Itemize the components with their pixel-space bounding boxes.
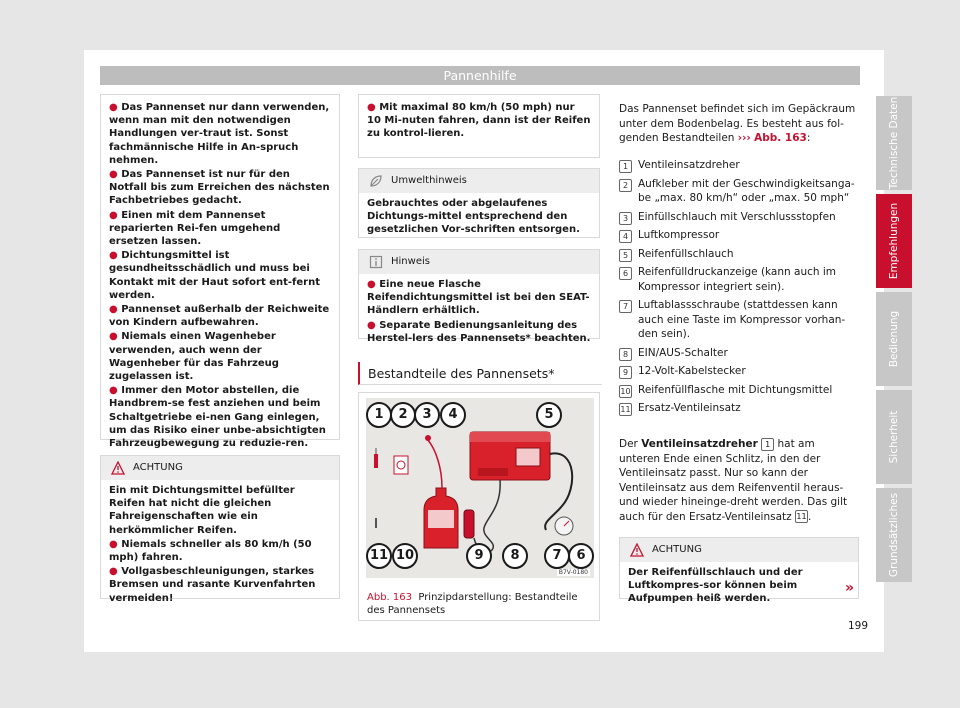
item-number: 3 <box>619 212 632 225</box>
components-intro: Das Pannenset befindet sich im Gepäckraum unter dem Bodenbelag. Es besteht aus fol-genden Bestandteilen ››› Abb. 163: <box>619 103 856 144</box>
item-number: 11 <box>620 405 631 414</box>
paragraph-term: Ventileinsatzdreher <box>641 438 758 450</box>
tab-empfehlungen[interactable]: Empfehlungen <box>876 194 912 288</box>
achtung-right-header <box>620 538 858 562</box>
speed-warning-text: Mit maximal 80 km/h (50 mph) nur 10 Mi-nuten fahren, dann ist der Reifen zu kontrol-lieren. <box>367 102 591 140</box>
bullet-icon: ● <box>109 304 122 316</box>
warning-box-speed: ● Mit maximal 80 km/h (50 mph) nur 10 Mi-nuten fahren, dann ist der Reifen zu kontrol-lieren. <box>358 94 600 158</box>
achtung-right-text: Der Reifenfüllschlauch und der Luftkompres-sor können beim Aufpumpen heiß werden. <box>628 567 803 605</box>
hinweis-box <box>358 249 600 344</box>
figure-image <box>366 398 594 578</box>
bullet-item: ● Niemals schneller als 80 km/h (50 mph) fahren. <box>109 538 312 564</box>
bullet-item: ● Einen mit dem Pannenset reparierten Rei-fen umgehend ersetzen lassen. <box>109 209 281 248</box>
achtung-intro: Ein mit Dichtungsmittel befüllter Reifen hat nicht die gleichen Fahreigenschaften wie ein herkömmlicher Reifen. <box>109 485 295 536</box>
achtung-bullets <box>109 538 333 605</box>
component-item <box>619 247 859 262</box>
item-text: Einfüllschlauch mit Verschlussstopfen <box>638 210 836 223</box>
achtung-right-label: ACHTUNG <box>652 544 702 555</box>
section-title <box>358 362 602 385</box>
figure-callout: 7 <box>544 543 570 569</box>
component-item <box>619 210 859 225</box>
bullet-icon: ● <box>109 385 122 397</box>
component-item <box>619 177 859 206</box>
section-title-text: Bestandteile des Pannensets* <box>368 366 555 381</box>
component-item <box>619 383 859 398</box>
warning-box-continued <box>100 94 340 450</box>
component-item <box>619 364 859 379</box>
tab-technische-daten[interactable]: Technische Daten <box>876 96 912 190</box>
bullet-icon: ● <box>109 250 122 262</box>
bullet-icon: ● <box>109 209 122 221</box>
bullet-icon: ● <box>109 538 122 550</box>
item-text: Luftkompressor <box>638 229 720 241</box>
umwelthinweis-box <box>358 168 600 238</box>
component-item <box>619 158 859 173</box>
bullet-item: ● Immer den Motor abstellen, die Handbrem-se fest anziehen und beim Schaltgetriebe ei-nen Gang einlegen, um das Risiko einer unbe-absichtigten Fahrzeugbewegung zu reduzie-ren. <box>109 385 326 450</box>
achtung-header <box>101 456 339 480</box>
component-item <box>619 401 859 416</box>
bullet-item: ● Das Pannenset nur dann verwenden, wenn man mit den notwendigen Handlungen ver-traut ist. Sonst fachmännische Hilfe in An-spruch nehmen. <box>109 102 330 166</box>
bullet-icon: ● <box>109 102 122 113</box>
figure-caption <box>367 591 593 617</box>
bullet-item: ● Separate Bedienungsanleitung des Herstel-lers des Pannensets* beachten. <box>367 319 591 344</box>
figure-callout: 9 <box>466 543 492 569</box>
item-number: 6 <box>619 267 632 280</box>
component-item <box>619 228 859 243</box>
item-text: Ventileinsatzdreher <box>638 159 740 171</box>
intro-text: Das Pannenset befindet sich im Gepäckraum unter dem Bodenbelag. Es besteht aus fol-genden Bestandteilen <box>619 103 856 144</box>
figure-caption-text: Prinzipdarstellung: Bestandteile des Pannensets <box>367 592 578 616</box>
achtung-box-right <box>619 537 859 605</box>
paragraph-text: hat am unteren Ende einen Schlitz, in den der Ventileinsatz passt. Nur so kann der Ventileinsatz aus dem Reifenventil heraus- und wieder hineinge-dreht werden. Das gilt auch für den Ersatz-Ventileinsatz <box>619 438 848 523</box>
figure-callout: 6 <box>568 543 594 569</box>
umwelthinweis-label: Umwelthinweis <box>391 175 467 186</box>
bullet-icon: ● <box>109 169 122 181</box>
figure-callout: 1 <box>366 402 392 428</box>
component-item <box>619 346 859 361</box>
umwelthinweis-text: Gebrauchtes oder abgelaufenes Dichtungs-mittel entsprechend den gesetzlichen Vor-schriften entsorgen. <box>367 198 580 236</box>
bullet-item: ● Pannenset außerhalb der Reichweite von Kindern aufbewahren. <box>109 304 330 329</box>
figure-callout: 8 <box>502 543 528 569</box>
warning-list <box>109 101 331 450</box>
item-number: 9 <box>619 366 632 379</box>
achtung-label: ACHTUNG <box>133 462 183 473</box>
item-number: 4 <box>619 230 632 243</box>
item-number: 8 <box>619 348 632 361</box>
paragraph-num-1: 1 <box>761 438 774 451</box>
paragraph-num-11: 11 <box>796 512 807 521</box>
tab-bedienung[interactable]: Bedienung <box>876 292 912 386</box>
component-item <box>619 265 859 294</box>
item-text: Reifenfüllschlauch <box>638 247 734 260</box>
valve-tool-paragraph: Der Ventileinsatzdreher 1 hat am unteren Ende einen Schlitz, in den der Ventileinsatz passt. Nur so kann der Ventileinsatz aus dem Reifenventil heraus- und wieder hineinge-dreht werden. Das gilt auch für den Ersatz-Ventileinsatz 11. <box>619 438 848 523</box>
item-text: 12-Volt-Kabelstecker <box>638 365 746 377</box>
page-header: Pannenhilfe <box>100 66 860 85</box>
bullet-item: ● Dichtungsmittel ist gesundheitsschädlich und muss bei Kontakt mit der Haut sofort ent-fernt werden. <box>109 250 320 301</box>
item-number: 2 <box>619 179 632 192</box>
bullet-item: ● Vollgasbeschleunigungen, starkes Bremsen und rasante Kurvenfahrten vermeiden! <box>109 566 316 604</box>
info-icon <box>369 255 383 269</box>
tab-sicherheit[interactable]: Sicherheit <box>876 390 912 484</box>
bullet-item: ● Das Pannenset ist nur für den Notfall bis zum Erreichen des nächsten Fachbetriebes gedacht. <box>109 169 330 207</box>
bullet-item: ● Niemals einen Wagenheber verwenden, auch wenn der Wagenheber für das Fahrzeug zugelassen ist. <box>109 331 279 383</box>
item-number: 1 <box>619 160 632 173</box>
item-text: EIN/AUS-Schalter <box>638 346 728 359</box>
item-number: 7 <box>619 300 632 313</box>
environment-icon <box>369 174 383 188</box>
item-text: Reifenfülldruckanzeige (kann auch im Kompressor integriert sein). <box>638 266 837 293</box>
page-number: 199 <box>848 620 869 632</box>
bullet-icon: ● <box>367 279 380 290</box>
item-text: Ersatz-Ventileinsatz <box>638 402 741 414</box>
figure-code: B7V-0180 <box>558 569 588 576</box>
bullet-icon: ● <box>109 566 122 578</box>
figure-callout: 10 <box>392 543 418 569</box>
umwelthinweis-header <box>359 169 599 193</box>
figure-callout: 3 <box>414 402 440 428</box>
figure-callout: 4 <box>440 402 466 428</box>
warning-icon <box>111 461 125 475</box>
component-item <box>619 298 859 342</box>
item-text: Luftablassschraube (stattdessen kann auch eine Taste im Kompressor vorhan-den sein). <box>638 299 846 340</box>
hinweis-bullets <box>367 278 593 346</box>
bullet-icon: ● <box>109 331 122 343</box>
figure-ref: Abb. 163 <box>367 592 412 603</box>
intro-figure-link[interactable]: Abb. 163 <box>754 132 807 144</box>
hinweis-header <box>359 250 599 274</box>
bullet-item: ● Eine neue Flasche Reifendichtungsmittel ist bei den SEAT-Händlern erhältlich. <box>367 279 590 317</box>
figure-callout: 11 <box>366 543 392 569</box>
item-number: 5 <box>619 249 632 262</box>
figure-callout: 5 <box>536 402 562 428</box>
figure-callout: 2 <box>390 402 416 428</box>
warning-icon <box>630 543 644 557</box>
achtung-box <box>100 455 340 604</box>
tab-grundsaetzliches[interactable]: Grundsätzliches <box>876 488 912 582</box>
bullet-icon: ● <box>367 319 380 331</box>
continue-arrow-icon: » <box>844 580 854 596</box>
item-text: Aufkleber mit der Geschwindigkeitsanga-be „max. 80 km/h“ oder „max. 50 mph“ <box>638 177 855 204</box>
hinweis-label: Hinweis <box>391 256 430 267</box>
components-list <box>619 158 859 420</box>
item-text: Reifenfüllflasche mit Dichtungsmittel <box>638 383 833 396</box>
item-number: 10 <box>620 386 631 396</box>
